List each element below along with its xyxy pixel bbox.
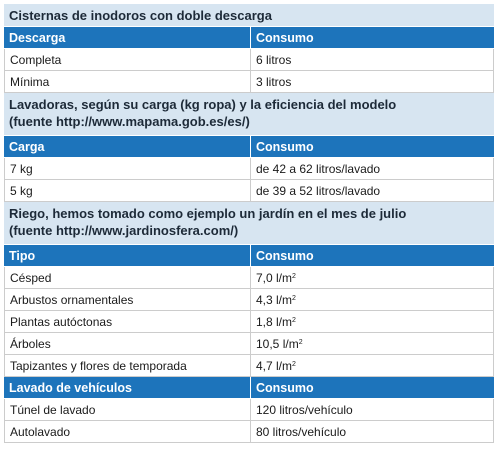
table-row: [4, 289, 494, 311]
section-title-riego: [4, 202, 494, 245]
row-label: Autolavado: [4, 421, 251, 442]
table-header-row: [4, 27, 494, 49]
header-cell-carga: Carga: [4, 136, 251, 157]
row-value: 4,7 l/m $^2$: [251, 355, 494, 376]
row-label: 5 kg: [4, 180, 251, 201]
row-label: Mínima: [4, 71, 251, 92]
header-cell-consumo: Consumo: [256, 30, 314, 45]
section-title-text: Cisternas de inodoros con doble descarga: [9, 8, 272, 23]
row-value: de 42 a 62 litros/lavado: [251, 158, 494, 179]
row-value: 7,0 l/m $^2$: [251, 267, 494, 288]
row-label: Plantas autóctonas: [4, 311, 251, 332]
row-label: 7 kg: [4, 158, 251, 179]
section-source-text: (fuente http://www.jardinosfera.com/): [9, 223, 239, 238]
row-value: 3 litros: [251, 71, 494, 92]
section-title-lavadoras: [4, 93, 494, 136]
row-value: 6 litros: [251, 49, 494, 70]
header-cell-tipo: Tipo: [4, 245, 251, 266]
table-row: [4, 180, 494, 202]
water-consumption-table: [4, 4, 494, 443]
section-title-text: Lavadoras, según su carga (kg ropa) y la eficiencia del modelo: [9, 97, 397, 112]
table-row: [4, 49, 494, 71]
table-row: [4, 158, 494, 180]
section-source-text: (fuente http://www.mapama.gob.es/es/): [9, 114, 250, 129]
table-header-row: [4, 245, 494, 267]
table-row: [4, 333, 494, 355]
table-header-row: [4, 377, 494, 399]
row-label: Césped: [4, 267, 251, 288]
row-value: 4,3 l/m $^2$: [251, 289, 494, 310]
row-value: 80 litros/vehículo: [251, 421, 494, 442]
table-row: [4, 355, 494, 377]
table-row: [4, 311, 494, 333]
table-row: [4, 421, 494, 443]
row-label: Completa: [4, 49, 251, 70]
table-row: [4, 399, 494, 421]
table-header-row: [4, 136, 494, 158]
row-label: Arbustos ornamentales: [4, 289, 251, 310]
header-cell-lavado-vehiculos: Lavado de vehículos: [4, 377, 251, 398]
row-label: Árboles: [4, 333, 251, 354]
header-cell-consumo: Consumo: [256, 139, 314, 154]
header-cell-consumo: Consumo: [256, 380, 314, 395]
row-label: Tapizantes y flores de temporada: [4, 355, 251, 376]
section-title-cisternas: [4, 4, 494, 27]
section-title-text: Riego, hemos tomado como ejemplo un jardín en el mes de julio: [9, 206, 407, 221]
table-row: [4, 267, 494, 289]
header-cell-descarga: Descarga: [4, 27, 251, 48]
row-value: 10,5 l/m $^2$: [251, 333, 494, 354]
row-value: de 39 a 52 litros/lavado: [251, 180, 494, 201]
row-value: 120 litros/vehículo: [251, 399, 494, 420]
header-cell-consumo: Consumo: [256, 248, 314, 263]
table-row: [4, 71, 494, 93]
row-label: Túnel de lavado: [4, 399, 251, 420]
row-value: 1,8 l/m $^2$: [251, 311, 494, 332]
